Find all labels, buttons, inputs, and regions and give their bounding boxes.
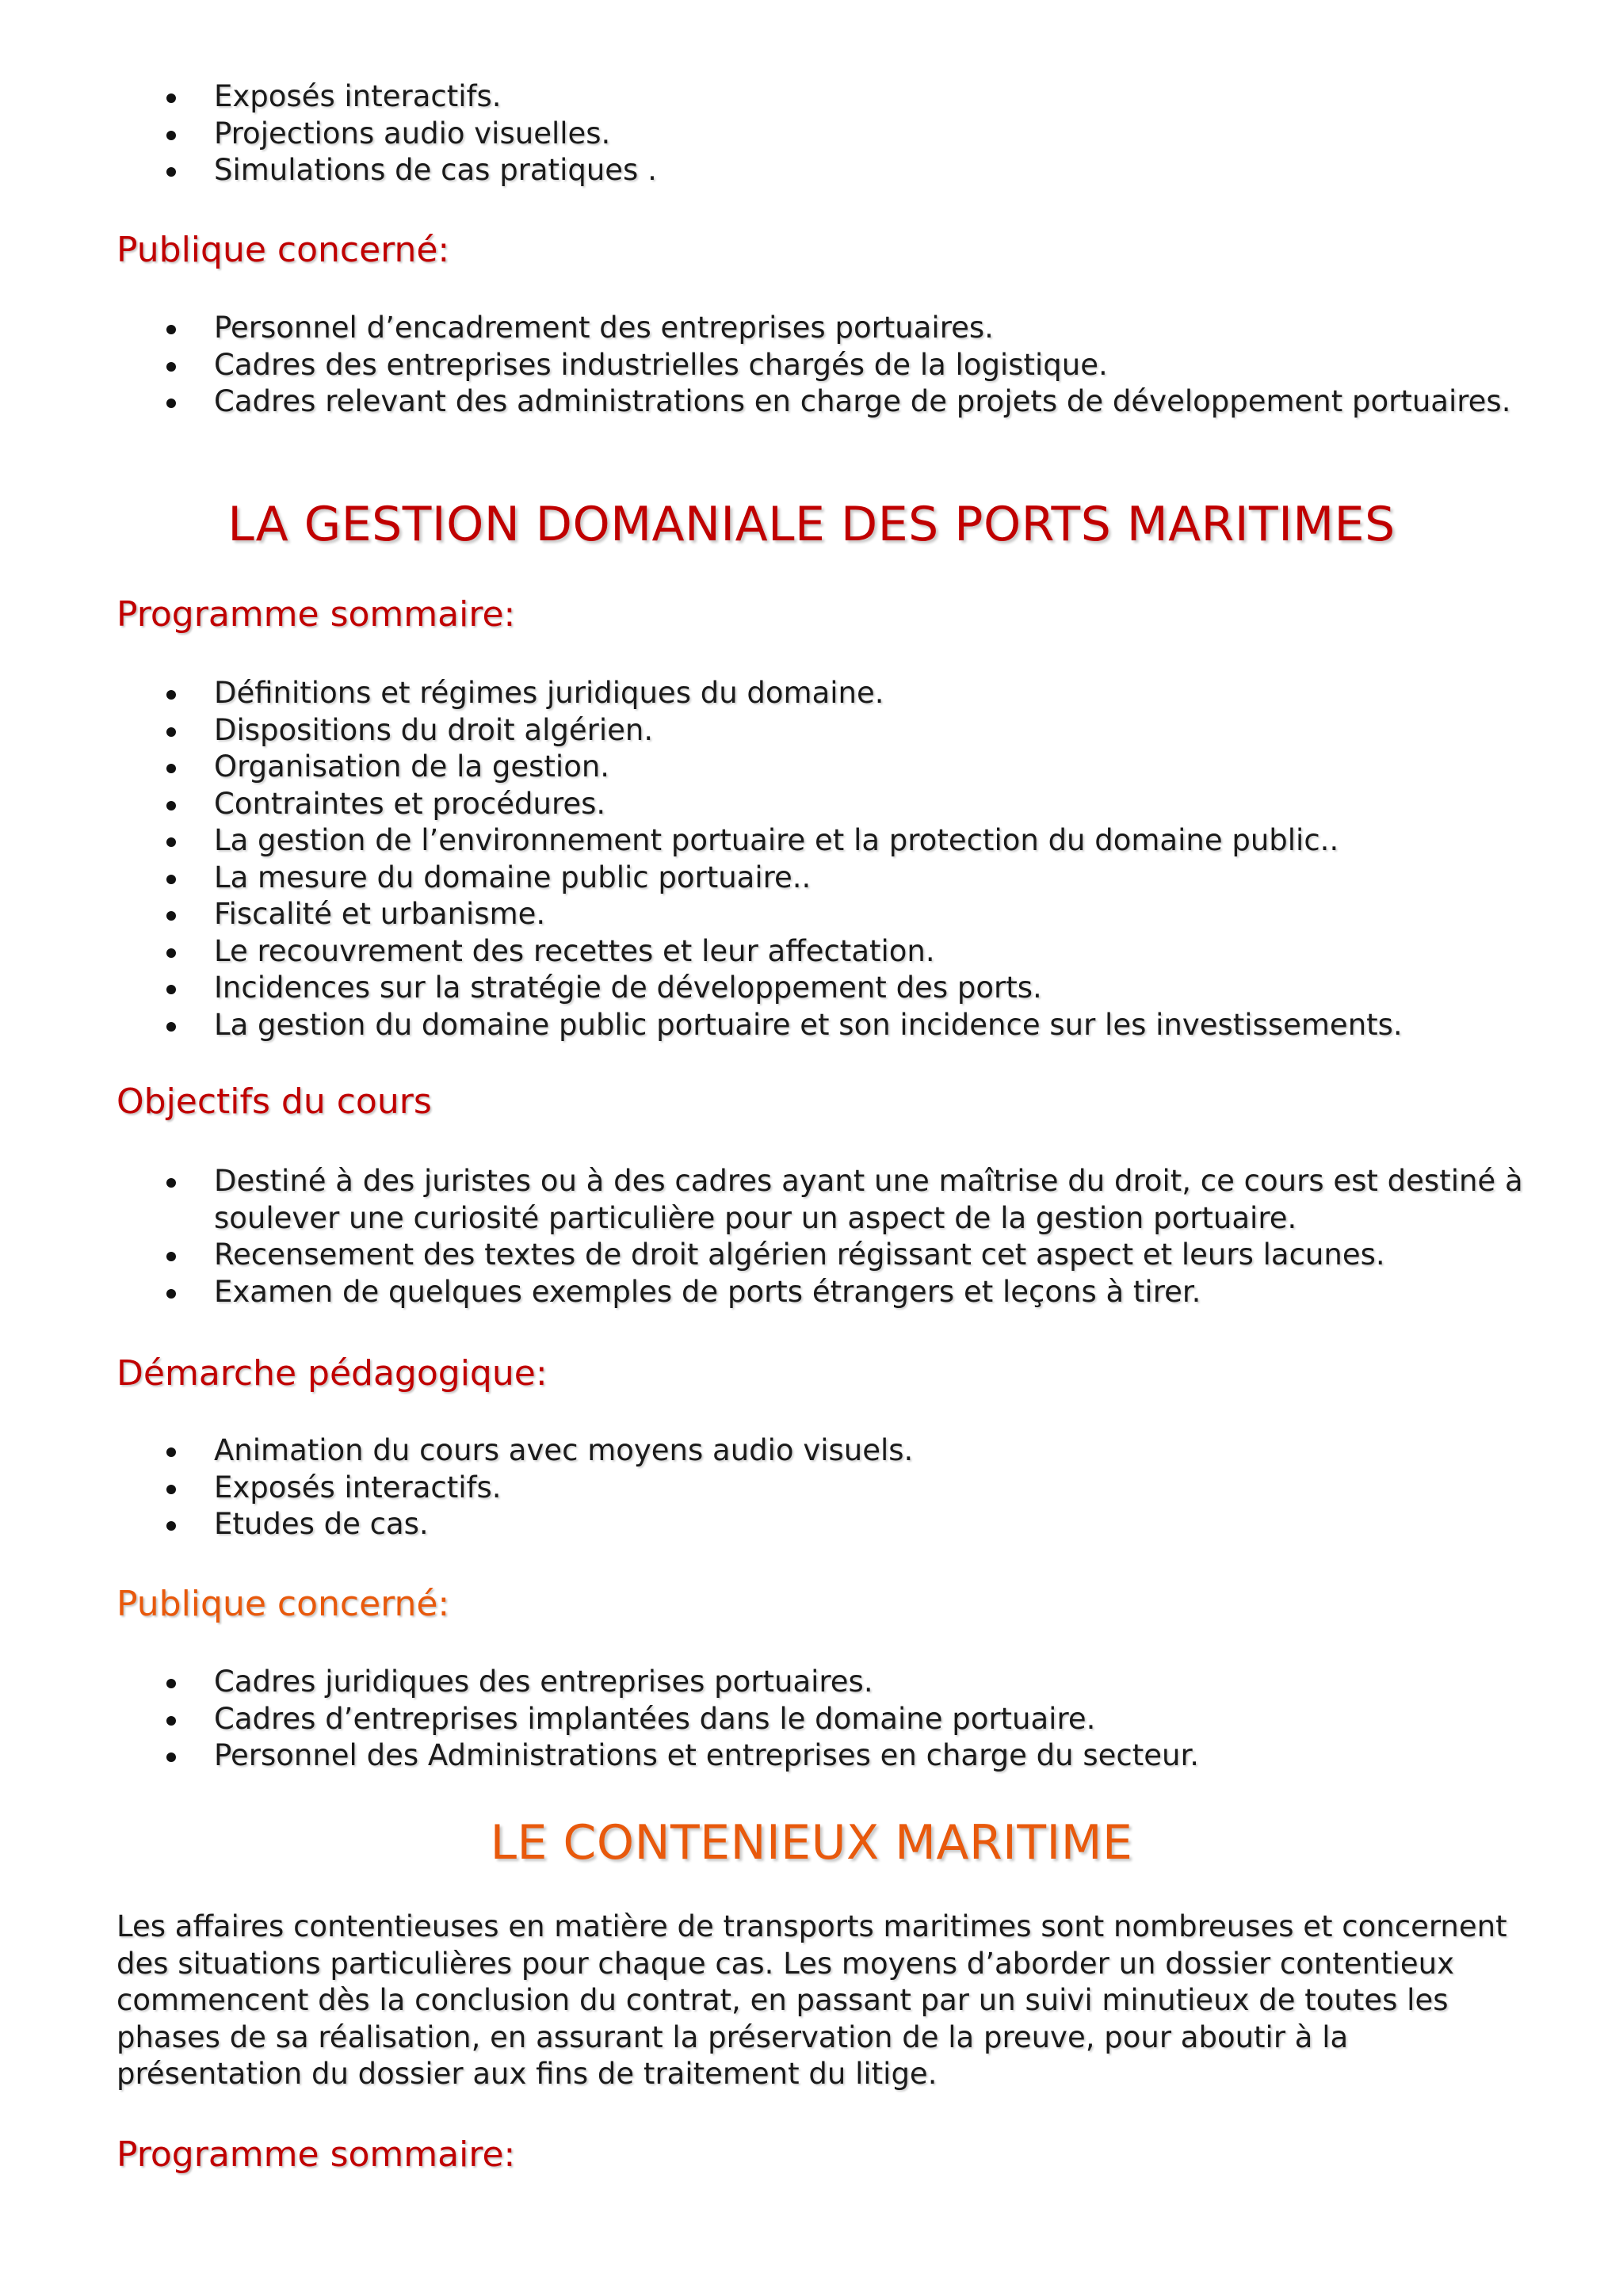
list-item: Etudes de cas. [0, 1506, 1553, 1543]
list-item: Incidences sur la stratégie de développement des ports. [0, 970, 1553, 1007]
audience-list [0, 310, 1553, 421]
list-item: Cadres d’entreprises implantées dans le domaine portuaire. [0, 1701, 1553, 1738]
section-heading-audience: Publique concerné: [116, 230, 450, 270]
list-item: La mesure du domaine public portuaire.. [0, 860, 1553, 897]
list-item: Simulations de cas pratiques . [0, 152, 1553, 189]
section-heading-program: Programme sommaire: [116, 594, 516, 635]
list-item: La gestion de l’environnement portuaire et la protection du domaine public.. [0, 822, 1553, 860]
list-item: Dispositions du droit algérien. [0, 712, 1553, 749]
section-heading-objectives: Objectifs du cours [116, 1081, 432, 1122]
list-item: Destiné à des juristes ou à des cadres ayant une maîtrise du droit, ce cours est destiné à soulever une curiosité particulière pour un aspect de la gestion portuaire. [0, 1163, 1553, 1237]
list-item: Exposés interactifs. [0, 78, 1553, 116]
list-item: Projections audio visuelles. [0, 116, 1553, 153]
list-item: Recensement des textes de droit algérien régissant cet aspect et leurs lacunes. [0, 1237, 1553, 1274]
program-list [0, 675, 1553, 1043]
list-item: Cadres des entreprises industrielles chargés de la logistique. [0, 347, 1553, 384]
list-item: Examen de quelques exemples de ports étrangers et leçons à tirer. [0, 1274, 1553, 1311]
list-item: Organisation de la gestion. [0, 749, 1553, 786]
list-item: Personnel d’encadrement des entreprises portuaires. [0, 310, 1553, 347]
list-item: Cadres relevant des administrations en charge de projets de développement portuaires. [0, 383, 1553, 421]
course-title-maritime-litigation: LE CONTENIEUX MARITIME [490, 1815, 1133, 1871]
list-item: La gestion du domaine public portuaire et son incidence sur les investissements. [0, 1007, 1553, 1044]
objectives-list [0, 1163, 1553, 1310]
teaching-methods-list [0, 78, 1553, 189]
section-heading-audience-2: Publique concerné: [116, 1584, 450, 1624]
list-item: Fiscalité et urbanisme. [0, 896, 1553, 933]
list-item: Le recouvrement des recettes et leur affectation. [0, 933, 1553, 971]
list-item: Exposés interactifs. [0, 1470, 1553, 1507]
list-item: Définitions et régimes juridiques du domaine. [0, 675, 1553, 712]
litigation-intro-paragraph: Les affaires contentieuses en matière de transports maritimes sont nombreuses et concernent des situations particulières pour chaque cas. Les moyens d’aborder un dossier contentieux commencent dès la conclusion du contrat, en passant par un suivi minutieux de toutes les phases de sa réalisation, en assurant la préservation de la preuve, pour aboutir à la présentation du dossier aux fins de traitement du litige. [116, 1909, 1507, 2091]
list-item: Contraintes et procédures. [0, 786, 1553, 823]
section-heading-program-2: Programme sommaire: [116, 2134, 516, 2175]
section-heading-pedagogy: Démarche pédagogique: [116, 1353, 548, 1394]
list-item: Animation du cours avec moyens audio visuels. [0, 1432, 1553, 1470]
pedagogy-list [0, 1432, 1553, 1543]
list-item: Personnel des Administrations et entreprises en charge du secteur. [0, 1737, 1553, 1775]
audience-list-2 [0, 1664, 1553, 1775]
list-item: Cadres juridiques des entreprises portuaires. [0, 1664, 1553, 1701]
course-title-domain-management: LA GESTION DOMANIALE DES PORTS MARITIMES [227, 497, 1396, 552]
